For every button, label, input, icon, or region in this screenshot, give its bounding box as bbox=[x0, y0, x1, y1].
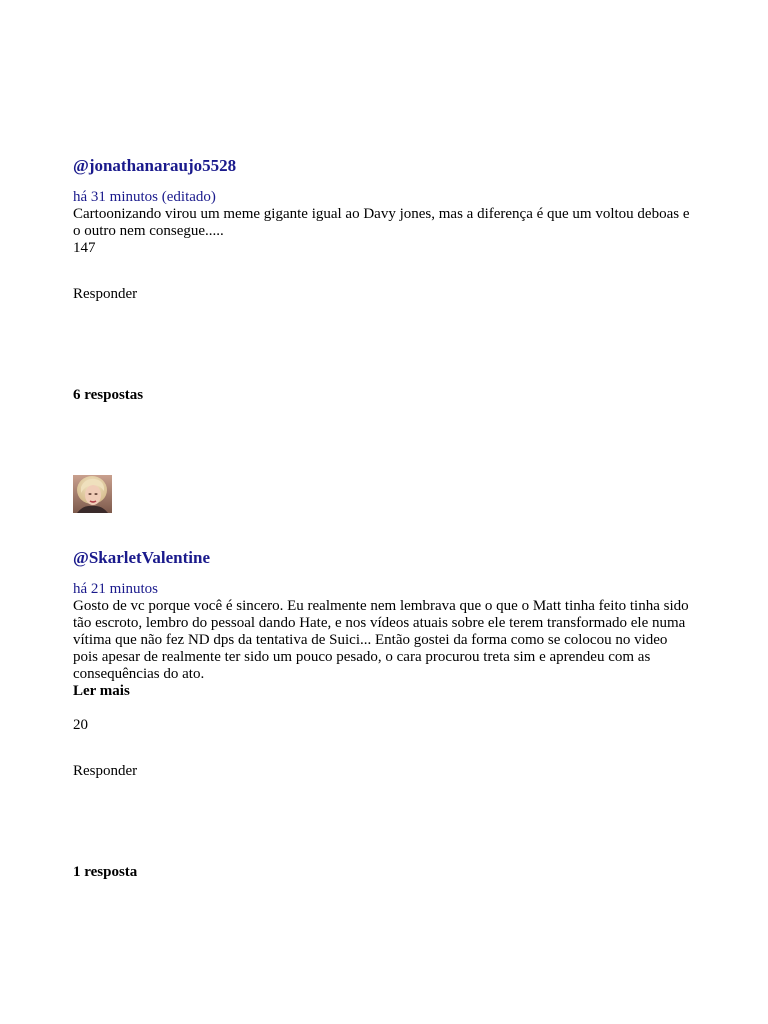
avatar-photo-icon bbox=[73, 475, 112, 513]
view-replies-button[interactable]: 1 resposta bbox=[73, 864, 138, 880]
view-replies-button[interactable]: 6 respostas bbox=[73, 387, 144, 403]
comment-text: Cartoonizando virou um meme gigante igual ao Davy jones, mas a diferença é que um voltou deboas e o outro nem consegue..... bbox=[73, 206, 690, 239]
comment-timestamp-link[interactable]: há 31 minutos (editado) bbox=[73, 189, 216, 205]
like-count: 20 bbox=[73, 717, 88, 733]
comment-thread bbox=[73, 155, 695, 404]
comment-timestamp-link[interactable]: há 21 minutos bbox=[73, 581, 158, 597]
comment-author-link[interactable]: @SkarletValentine bbox=[73, 548, 211, 567]
reply-button[interactable]: Responder bbox=[73, 286, 138, 302]
reply-button[interactable]: Responder bbox=[73, 763, 138, 779]
like-count: 147 bbox=[73, 240, 96, 256]
comment-thread bbox=[73, 475, 695, 881]
comment-text: Gosto de vc porque você é sincero. Eu realmente nem lembrava que o que o Matt tinha feito tinha sido tão escroto, lembro do pessoal dando Hate, e nos vídeos atuais sobre ele terem transformado ele numa vítima que não fez ND dps da tentativa de Suici... Então gostei da forma como se colocou no video pois apesar de realmente ter sido um pouco pesado, o cara procurou treta sim e aprendeu com as consequências do ato. bbox=[73, 598, 689, 682]
comment-author-link[interactable]: @jonathanaraujo5528 bbox=[73, 156, 237, 175]
avatar[interactable] bbox=[73, 475, 112, 513]
read-more-button[interactable]: Ler mais bbox=[73, 683, 130, 699]
